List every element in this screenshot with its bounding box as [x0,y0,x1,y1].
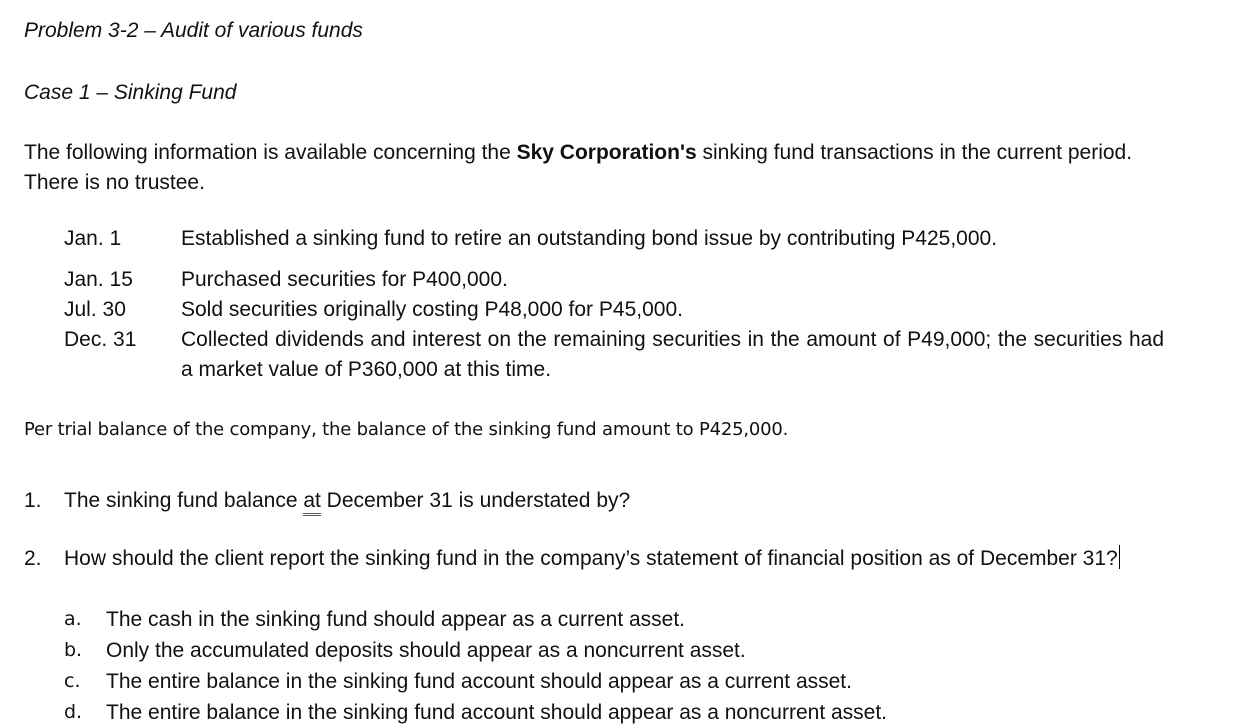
answer-option [64,604,887,635]
intro-paragraph [24,138,1184,198]
transaction-description: Established a sinking fund to retire an outstanding bond issue by contributing P425,000. [181,227,998,250]
option-text: The entire balance in the sinking fund account should appear as a noncurrent asset. [106,701,888,724]
question-1 [24,486,630,516]
answer-option [64,666,887,697]
transaction-description: Sold securities originally costing P48,000 for P45,000. [181,298,683,321]
option-text: The entire balance in the sinking fund account should appear as a current asset. [106,670,852,693]
option-text: The cash in the sinking fund should appear as a current asset. [106,608,686,631]
transaction-description: Purchased securities for P400,000. [181,268,508,291]
option-letter: a. [64,608,82,630]
intro-text-part1: The following information is available concerning the [24,141,517,164]
transaction-date: Jan. 1 [64,227,122,250]
question-2 [24,544,1184,574]
case-title: Case 1 – Sinking Fund [24,81,237,104]
answer-option [64,697,887,728]
transaction-row [64,295,1164,325]
question-text-before: The sinking fund balance [64,489,304,512]
question-text[interactable] [64,544,1184,574]
problem-title: Problem 3-2 – Audit of various funds [24,19,363,42]
company-name: Sky Corporation's [516,141,697,164]
grammar-flagged-word[interactable]: at [303,489,321,516]
transaction-row [64,224,1164,254]
trial-balance-note: Per trial balance of the company, the balance of the sinking fund amount to P425,000. [24,419,789,440]
question-text-content: How should the client report the sinking fund in the company’s statement of financial position as of December 31? [64,547,1118,570]
option-letter: c. [64,670,81,692]
transaction-description: Collected dividends and interest on the remaining securities in the amount of P49,000; the securities had a market value of P360,000 at this time. [181,328,1164,381]
transaction-date: Dec. 31 [64,328,137,351]
question-text [64,486,630,516]
option-letter: d. [64,701,83,723]
text-cursor [1119,545,1120,569]
intro-text-part2: sinking fund transactions in the current period. There is no trustee. [24,141,1133,194]
option-text: Only the accumulated deposits should appear as a noncurrent asset. [106,639,746,662]
option-letter: b. [64,639,83,661]
answer-options [64,604,887,728]
question-text-after: December 31 is understated by? [320,489,631,512]
transaction-date: Jan. 15 [64,268,133,291]
transaction-row [64,325,1164,385]
transaction-row [64,265,1164,295]
transactions-list [64,224,1164,385]
transaction-date: Jul. 30 [64,298,126,321]
question-number: 2. [24,547,42,570]
answer-option [64,635,887,666]
question-number: 1. [24,489,42,512]
